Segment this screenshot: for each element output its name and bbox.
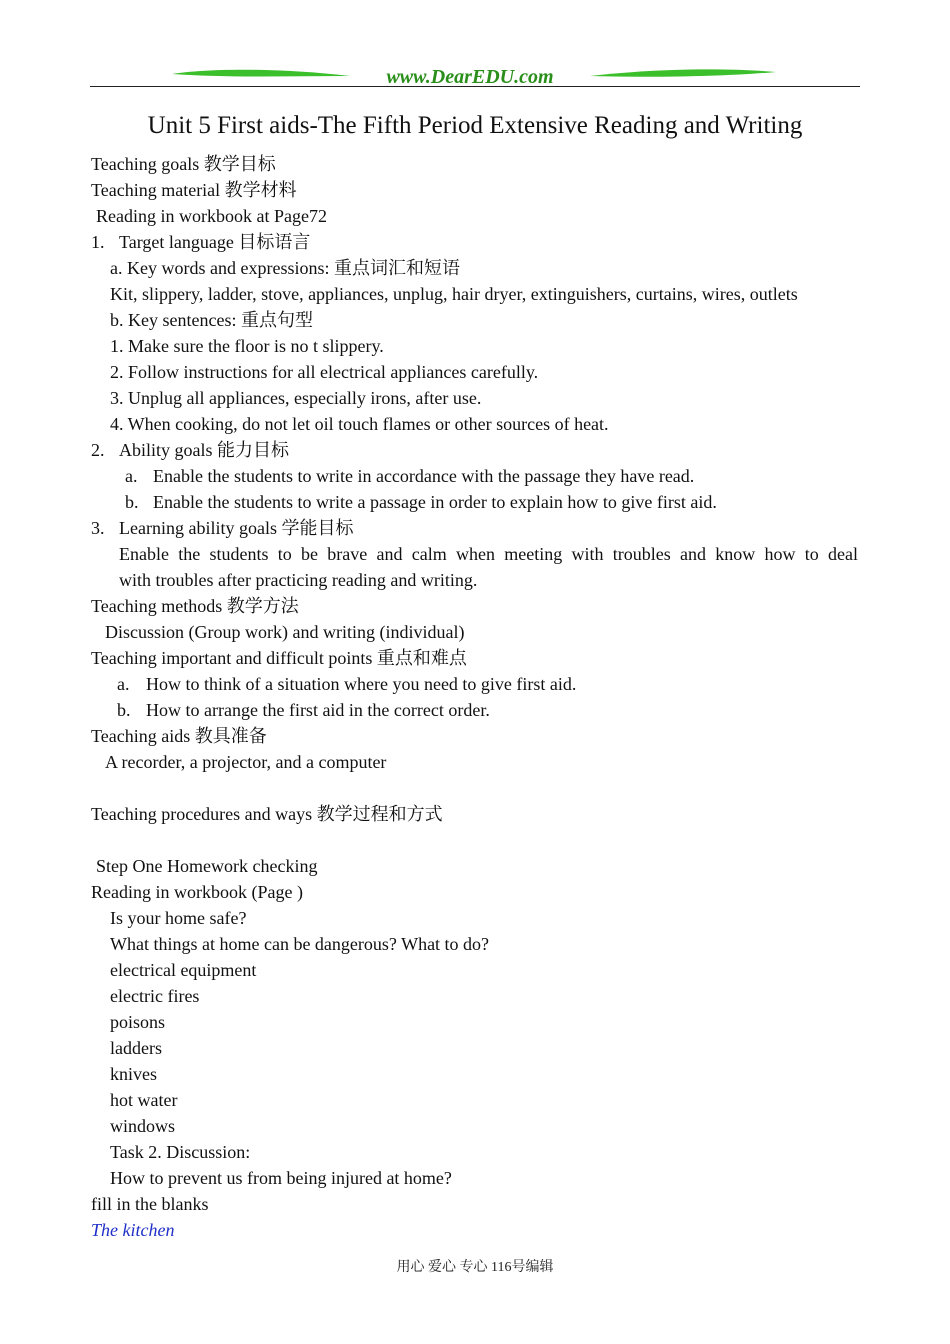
list-letter: b.	[117, 700, 131, 720]
list-number: 1.	[91, 232, 105, 252]
learning-ability-text-cont: with troubles after practicing reading and writing.	[119, 570, 478, 590]
page-footer: 用心 爱心 专心 116号编辑	[396, 1260, 554, 1275]
list-letter: a.	[117, 674, 130, 694]
page-header	[90, 60, 860, 90]
list-number: 2.	[91, 440, 105, 460]
teaching-methods-heading: Teaching methods 教学方法	[91, 596, 299, 616]
key-sentences-heading: b. Key sentences: 重点句型	[110, 310, 313, 330]
key-sentence-3: 3. Unplug all appliances, especially irons, after use.	[110, 388, 482, 408]
brand-text: www.DearEDU.com	[386, 66, 554, 88]
question-dangerous-things: What things at home can be dangerous? What to do?	[110, 934, 490, 954]
teaching-methods-text: Discussion (Group work) and writing (individual)	[105, 622, 465, 642]
workbook-page-line: Reading in workbook (Page )	[91, 882, 303, 902]
ability-goal-b: Enable the students to write a passage in order to explain how to give first aid.	[153, 492, 717, 512]
teaching-aids-text: A recorder, a projector, and a computer	[105, 752, 387, 772]
list-item: ladders	[110, 1038, 162, 1058]
learning-ability-heading: Learning ability goals 学能目标	[119, 518, 354, 538]
key-points-heading: Teaching important and difficult points 重点和难点	[91, 648, 467, 668]
key-words-list: Kit, slippery, ladder, stove, appliances, unplug, hair dryer, extinguishers, curtains, wires, outlets	[110, 284, 798, 304]
list-item: windows	[110, 1116, 176, 1136]
teaching-material-heading: Teaching material 教学材料	[91, 180, 297, 200]
teaching-goals-heading: Teaching goals 教学目标	[91, 154, 276, 174]
key-sentence-1: 1. Make sure the floor is no t slippery.	[110, 336, 384, 356]
list-item: knives	[110, 1064, 157, 1084]
list-letter: b.	[125, 492, 139, 512]
list-letter: a.	[125, 466, 138, 486]
key-words-heading: a. Key words and expressions: 重点词汇和短语	[110, 258, 460, 278]
list-item: poisons	[110, 1012, 166, 1032]
learning-ability-text: Enable the students to be brave and calm when meeting with troubles and know how to deal	[119, 544, 858, 564]
task-two-question: How to prevent us from being injured at home?	[110, 1168, 452, 1188]
ability-goal-a: Enable the students to write in accordance with the passage they have read.	[153, 466, 695, 486]
list-item: electrical equipment	[110, 960, 257, 980]
header-rule	[90, 86, 860, 87]
workbook-reading-line: Reading in workbook at Page72	[96, 206, 327, 226]
ability-goals-heading: Ability goals 能力目标	[119, 440, 289, 460]
page-title: Unit 5 First aids-The Fifth Period Extensive Reading and Writing	[147, 112, 803, 139]
key-sentence-2: 2. Follow instructions for all electrical appliances carefully.	[110, 362, 539, 382]
fill-blanks-instruction: fill in the blanks	[91, 1194, 209, 1214]
procedures-heading: Teaching procedures and ways 教学过程和方式	[91, 804, 443, 824]
step-one-heading: Step One Homework checking	[96, 856, 318, 876]
key-point-a: How to think of a situation where you need to give first aid.	[146, 674, 577, 694]
task-two-heading: Task 2. Discussion:	[110, 1142, 251, 1162]
teaching-aids-heading: Teaching aids 教具准备	[91, 726, 267, 746]
list-number: 3.	[91, 518, 105, 538]
target-language-heading: Target language 目标语言	[119, 232, 311, 252]
question-home-safe: Is your home safe?	[110, 908, 247, 928]
key-point-b: How to arrange the first aid in the correct order.	[146, 700, 490, 720]
key-sentence-4: 4. When cooking, do not let oil touch flames or other sources of heat.	[110, 414, 609, 434]
list-item: hot water	[110, 1090, 178, 1110]
kitchen-subheading: The kitchen	[91, 1220, 175, 1240]
list-item: electric fires	[110, 986, 200, 1006]
